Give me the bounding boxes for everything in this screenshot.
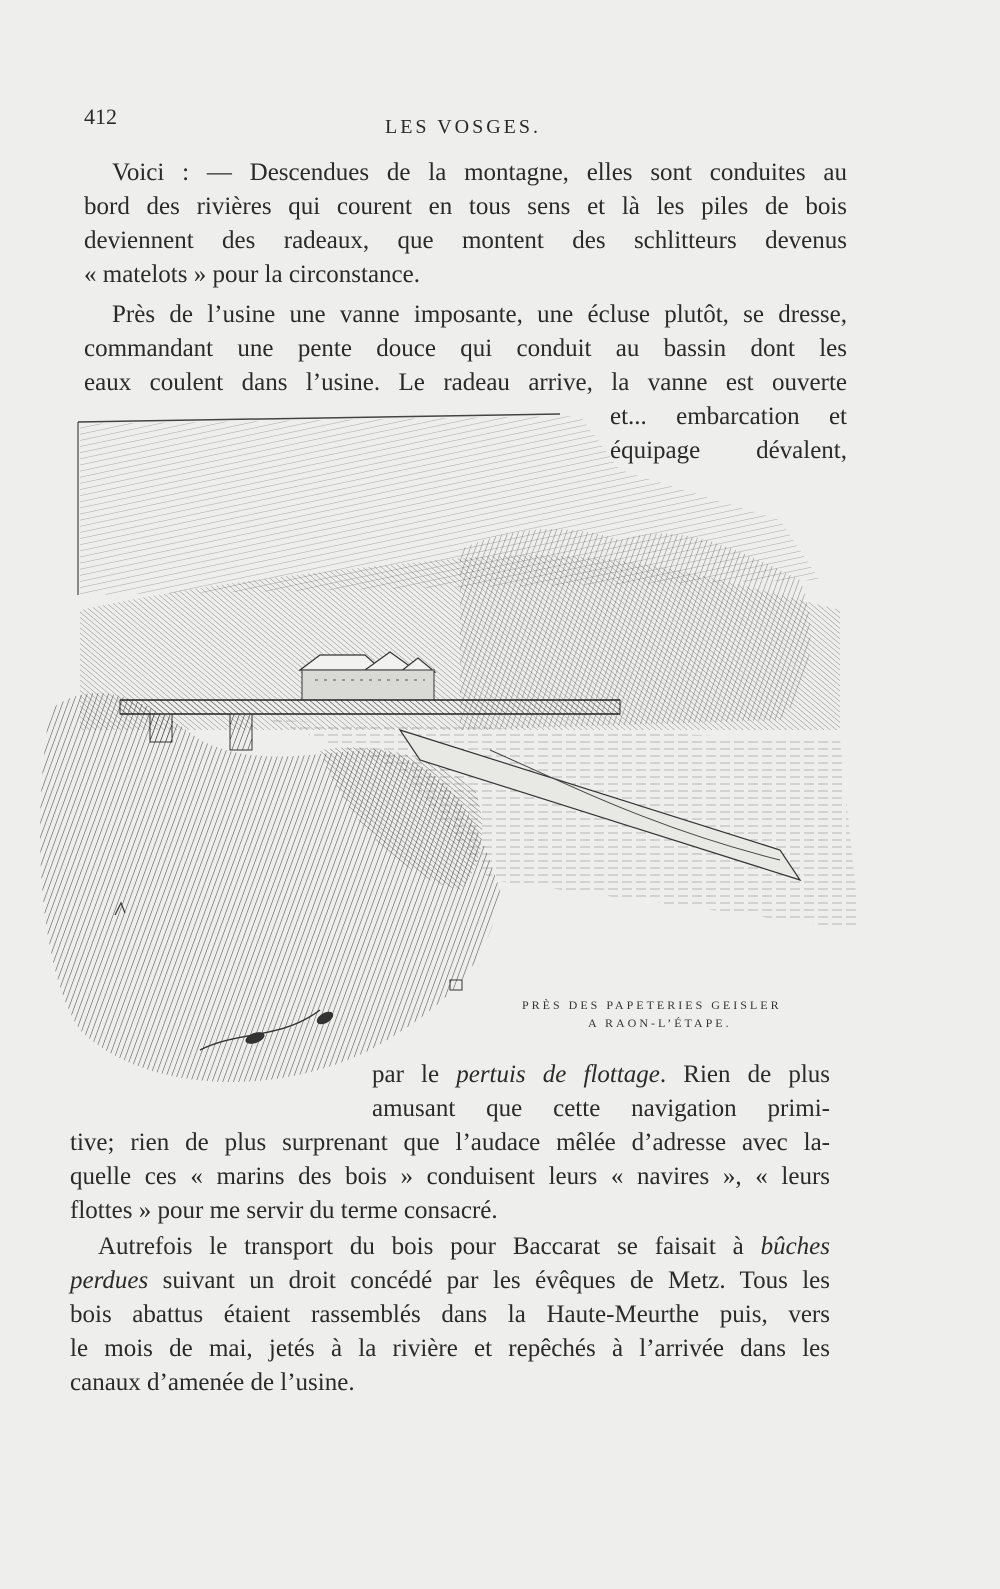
text-line: le mois de mai, jetés à la rivière et repêchés à l’arrivée dans les	[70, 1335, 830, 1362]
text-line: amusant que cette navigation primi-	[372, 1095, 830, 1122]
engraving-illustration	[20, 410, 890, 1100]
text-line: canaux d’amenée de l’usine.	[70, 1369, 355, 1396]
text-line: tive; rien de plus surprenant que l’audace mêlée d’adresse avec la-	[70, 1129, 830, 1156]
text-line: commandant une pente douce qui conduit au bassin dont les	[84, 335, 847, 362]
text-line: et... embarcation et	[610, 403, 847, 430]
running-title: LES VOSGES.	[385, 116, 541, 138]
text-line: Près de l’usine une vanne imposante, une écluse plutôt, se dresse,	[112, 301, 847, 328]
text-line: quelle ces « marins des bois » conduisent leurs « navires », « leurs	[70, 1163, 830, 1190]
italic-term: pertuis de flottage	[456, 1061, 660, 1088]
text-line: perdues suivant un droit concédé par les évêques de Metz. Tous les	[70, 1267, 830, 1294]
text-line: deviennent des radeaux, que montent des schlitteurs devenus	[84, 227, 847, 254]
italic-term: bûches	[760, 1233, 830, 1260]
text-line: Autrefois le transport du bois pour Baccarat se faisait à bûches	[98, 1233, 830, 1260]
illustration-caption-line2: A RAON-L’ÉTAPE.	[588, 1016, 732, 1030]
text-line: équipage dévalent,	[610, 437, 847, 464]
illustration-caption-line1: PRÈS DES PAPETERIES GEISLER	[522, 998, 782, 1012]
text-line: bord des rivières qui courent en tous sens et là les piles de bois	[84, 193, 847, 220]
text-line: bois abattus étaient rassemblés dans la Haute-Meurthe puis, vers	[70, 1301, 830, 1328]
text-line: par le pertuis de flottage. Rien de plus	[372, 1061, 830, 1088]
text-line: Voici : — Descendues de la montagne, elles sont conduites au	[112, 159, 847, 186]
page-number: 412	[84, 104, 117, 129]
text-line: « matelots » pour la circonstance.	[84, 261, 420, 288]
text-line: flottes » pour me servir du terme consacré.	[70, 1197, 498, 1224]
italic-term: perdues	[70, 1267, 149, 1294]
text-line: eaux coulent dans l’usine. Le radeau arrive, la vanne est ouverte	[84, 369, 847, 396]
